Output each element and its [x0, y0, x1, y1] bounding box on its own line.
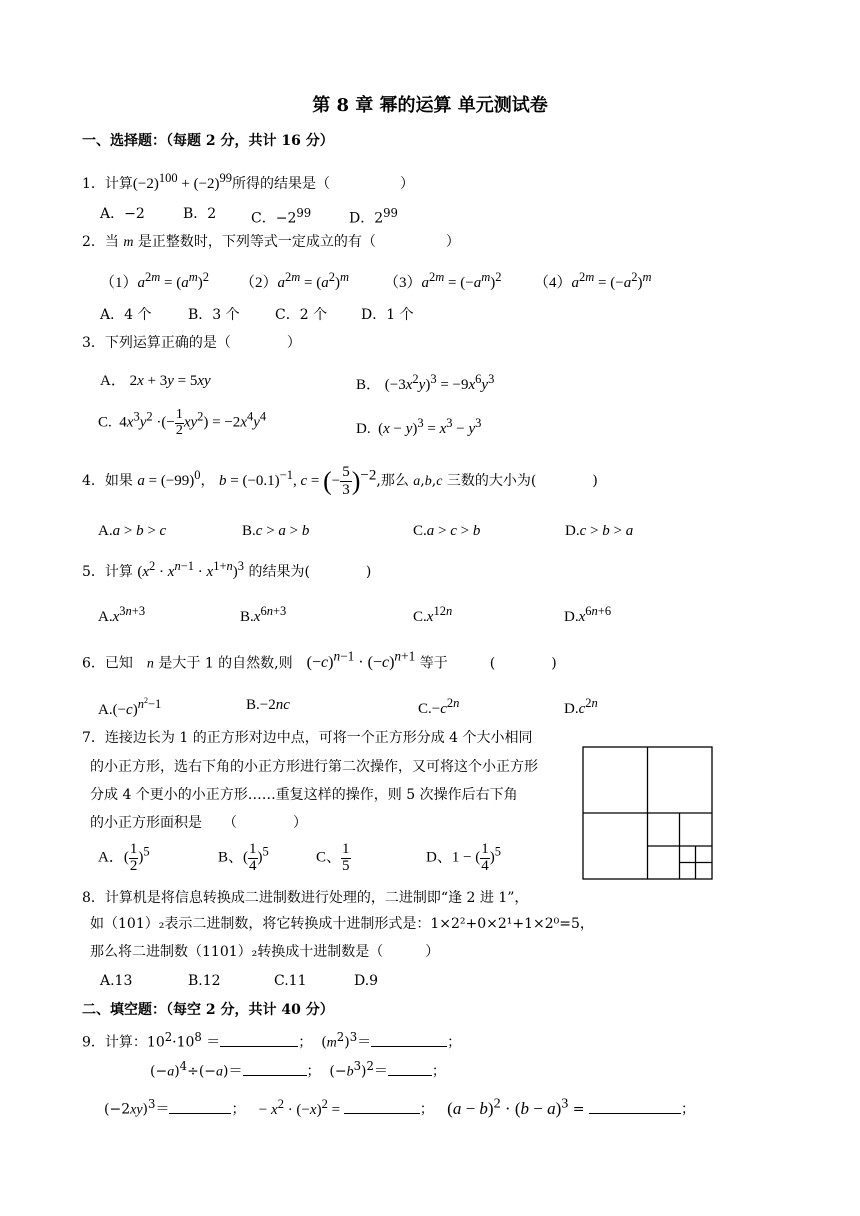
question-7-option-a: A．( $\frac{1}{2}$ )$^5$ [98, 841, 150, 874]
question-7-line-3: 分成 4 个更小的小正方形……重复这样的操作，则 5 次操作后右下角 [90, 787, 518, 803]
question-5-option-c: $C.x^{12n}$ [413, 604, 453, 625]
question-2-item-1: $(1)a^{2m} = (a^m)^2$ [100, 270, 210, 291]
question-8-option-c: C.11 [274, 973, 307, 989]
question-8-option-a: A.13 [100, 973, 133, 989]
question-9-line-3: $(-2xy)^3=$ ； − $x^2 \cdot (-x)^2$ = ； $(a - b)^2 \cdot (b - a)^3$ = ； [104, 1095, 695, 1118]
question-6-option-d: $D.c^{2n}$ [564, 696, 598, 717]
question-7-option-c: C、 $\frac{1}{5}$ [316, 841, 350, 874]
answer-blank[interactable] [169, 1099, 231, 1114]
section-heading-choice: 一、选择题：（每题 2 分，共计 16 分） [82, 133, 334, 149]
question-1-option-c: C．$-2^{99}$ [251, 206, 312, 227]
question-3-option-c: C. $4x^3y^2$ ·(− $\frac{1}{2}$ $xy^2) = -2x^4y^4$ [98, 407, 267, 438]
question-2-option-c: C．2 个 [275, 307, 328, 323]
question-2-item-4: $(4)a^{2m} = (-a^2)^m$ [534, 270, 652, 291]
question-4-option-b: B.c > a > b [242, 523, 310, 539]
question-8-option-b: B.12 [188, 973, 221, 989]
question-2-item-2: $(2)a^{2m} = (a^2)^m$ [240, 270, 350, 291]
question-7-line-2: 的小正方形，选右下角的小正方形进行第二次操作，又可将这个小正方形 [90, 759, 538, 775]
question-1-option-b: B．2 [183, 206, 217, 222]
square-division-figure [582, 746, 714, 881]
question-2-option-a: A．4 个 [100, 307, 152, 323]
question-2-stem: 2．当 m 是正整数时，下列等式一定成立的有（ ） [82, 234, 460, 250]
answer-blank[interactable] [220, 1032, 298, 1047]
question-7-line-4: 的小正方形面积是 （ ） [90, 815, 307, 831]
question-2-item-3: $(3)a^{2m} = (-a^m)^2$ [384, 270, 502, 291]
answer-blank[interactable] [388, 1061, 432, 1076]
question-8-line-2: 如（101）₂表示二进制数，将它转换成十进制形式是：1×2²+0×2¹+1×2⁰=5， [90, 916, 594, 932]
question-6-option-b: B.−2nc [246, 697, 290, 713]
question-7-option-b: B、( $\frac{1}{4}$ )$^5$ [218, 841, 269, 874]
question-9-line-2: $(-a)^4\div(-a)=$ ； $(-b^3)^2=$ ； [150, 1059, 446, 1080]
question-2-option-b: B．3 个 [188, 307, 240, 323]
question-9-line-1: 9．计算：$10^2\cdot 10^8$ ＝ ； $(m^2)^3=$ ； [82, 1030, 462, 1051]
question-4-option-c: C.a > c > b [413, 523, 481, 539]
question-6-stem: 6．已知 n 是大于 1 的自然数,则 $(-c)^{n-1} \cdot (-c)^{n+1}$ 等于 ( ) [82, 649, 557, 672]
question-1-option-a: A．−2 [100, 206, 145, 222]
question-8-option-d: D.9 [354, 973, 379, 989]
question-4-option-a: A.a > b > c [98, 523, 167, 539]
answer-blank[interactable] [371, 1032, 447, 1047]
answer-blank[interactable] [344, 1099, 420, 1114]
question-1-option-d: D．$2^{99}$ [349, 206, 398, 227]
answer-blank[interactable] [589, 1099, 681, 1114]
page-title: 第 8 章 幂的运算 单元测试卷 [312, 95, 548, 116]
question-5-option-b: $B.x^{6n+3}$ [240, 604, 287, 625]
question-5-option-d: $D.x^{6n+6}$ [564, 604, 612, 625]
answer-blank[interactable] [243, 1061, 307, 1076]
question-3-option-d: D. $(x - y)^3 = x^3 - y^3$ [356, 416, 482, 437]
question-3-option-a: A． 2x + 3y = 5xy [100, 373, 211, 389]
question-6-option-c: $C.-c^{2n}$ [418, 696, 460, 717]
question-2-option-d: D．1 个 [361, 307, 414, 323]
question-7-line-1: 7．连接边长为 1 的正方形对边中点，可将一个正方形分成 4 个大小相同 [82, 730, 533, 746]
question-3-option-b: B． $(-3x^2y)^3 = -9x^6y^3$ [356, 372, 495, 393]
section-heading-fill-in: 二、填空题：（每空 2 分，共计 40 分） [82, 1002, 334, 1018]
question-8-line-1: 8．计算机是将信息转换成二进制数进行处理的，二进制即“逢 2 进 1”， [82, 890, 529, 906]
question-7-option-d: D、1 − ( $\frac{1}{4}$ )$^5$ [426, 841, 502, 874]
question-6-option-a: $A.(-c)^{n^2-1}$ [98, 696, 162, 719]
question-8-line-3: 那么将二进制数（1101）₂转换成十进制数是（ ） [90, 944, 440, 960]
question-4-option-d: D.c > b > a [565, 523, 634, 539]
question-5-option-a: $A.x^{3n+3}$ [98, 604, 146, 625]
question-5-stem: 5．计算 $(x^2 \cdot x^{n-1} \cdot x^{1+n})^3$ 的结果为( ) [82, 559, 372, 580]
question-1-stem: 1．计算$(-2)^{100} + (-2)^{99}$所得的结果是（ ） [82, 171, 415, 192]
question-3-stem: 3．下列运算正确的是（ ） [82, 335, 301, 351]
question-4-stem: 4．如果 $a = (-99)^0$， $b = (-0.1)^{-1}$, c = (− $\frac{5}{3}$ )$^{-2}$,那么 a,b,c 三数的大小为( ) [82, 464, 598, 498]
